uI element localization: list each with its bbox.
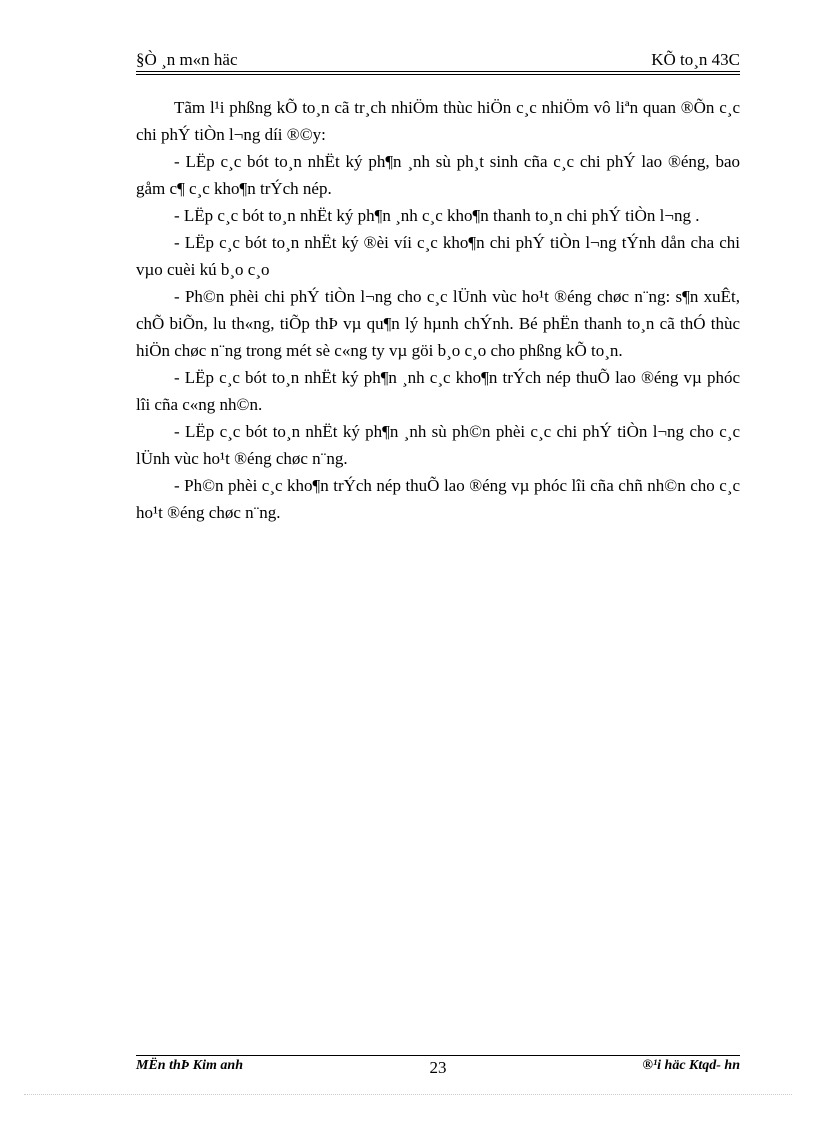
footer-university: ®¹i häc Ktqd- hn xyxy=(642,1058,740,1073)
paragraph: - LËp c¸c bót to¸n nhËt ký ph¶n ¸nh sù ph©n phèi c¸c chi phÝ tiÒn l¬ng cho c¸c lÜnh vùc ho¹t ®éng chøc n¨ng. xyxy=(136,422,740,468)
header-divider-secondary xyxy=(136,74,740,75)
paragraph: - LËp c¸c bót to¸n nhËt ký ph¶n ¸nh sù ph¸t sinh cña c¸c chi phÝ lao ®éng, bao gåm c¶ c¸c kho¶n trÝch nép. xyxy=(136,152,740,198)
paragraph: - Ph©n phèi c¸c kho¶n trÝch nép thuÕ lao ®éng vµ phóc lîi cña chñ nh©n cho c¸c ho¹t ®éng chøc n¨ng. xyxy=(136,476,740,522)
header-course-title: §Ò ¸n m«n häc xyxy=(136,50,238,69)
paragraph: - Ph©n phèi chi phÝ tiÒn l¬ng cho c¸c lÜnh vùc ho¹t ®éng chøc n¨ng: s¶n xuÊt, chÕ biÕn, lu th«ng, tiÕp thÞ vµ qu¶n lý hµnh chÝnh. Bé phËn thanh to¸n cã thÓ thùc hiÖn chøc n¨ng trong mét sè c«ng ty vµ göi b¸o c¸o cho phßng kÕ to¸n. xyxy=(136,287,740,360)
footer-divider xyxy=(136,1055,740,1056)
page-footer xyxy=(136,1058,740,1080)
body-text xyxy=(136,94,740,526)
header-divider xyxy=(136,71,740,72)
page-edge-divider xyxy=(24,1094,792,1095)
paragraph: Tãm l¹i phßng kÕ to¸n cã tr¸ch nhiÖm thùc hiÖn c¸c nhiÖm vô liªn quan ®Õn c¸c chi phÝ tiÒn l¬ng díi ®©y: xyxy=(136,98,740,144)
header-class-name: KÕ to¸n 43C xyxy=(651,50,740,69)
paragraph: - LËp c¸c bót to¸n nhËt ký ph¶n ¸nh c¸c kho¶n trÝch nép thuÕ lao ®éng vµ phóc lîi cña c«ng nh©n. xyxy=(136,368,740,414)
page-header xyxy=(136,48,740,72)
paragraph: - LËp c¸c bót to¸n nhËt ký ®èi víi c¸c kho¶n chi phÝ tiÒn l¬ng tÝnh dån cha chi vµo cuèi kú b¸o c¸o xyxy=(136,233,740,279)
paragraph: - LËp c¸c bót to¸n nhËt ký ph¶n ¸nh c¸c kho¶n thanh to¸n chi phÝ tiÒn l¬ng . xyxy=(174,206,700,225)
page-number: 23 xyxy=(429,1058,447,1077)
footer-author: MËn thÞ Kim anh xyxy=(136,1058,243,1073)
